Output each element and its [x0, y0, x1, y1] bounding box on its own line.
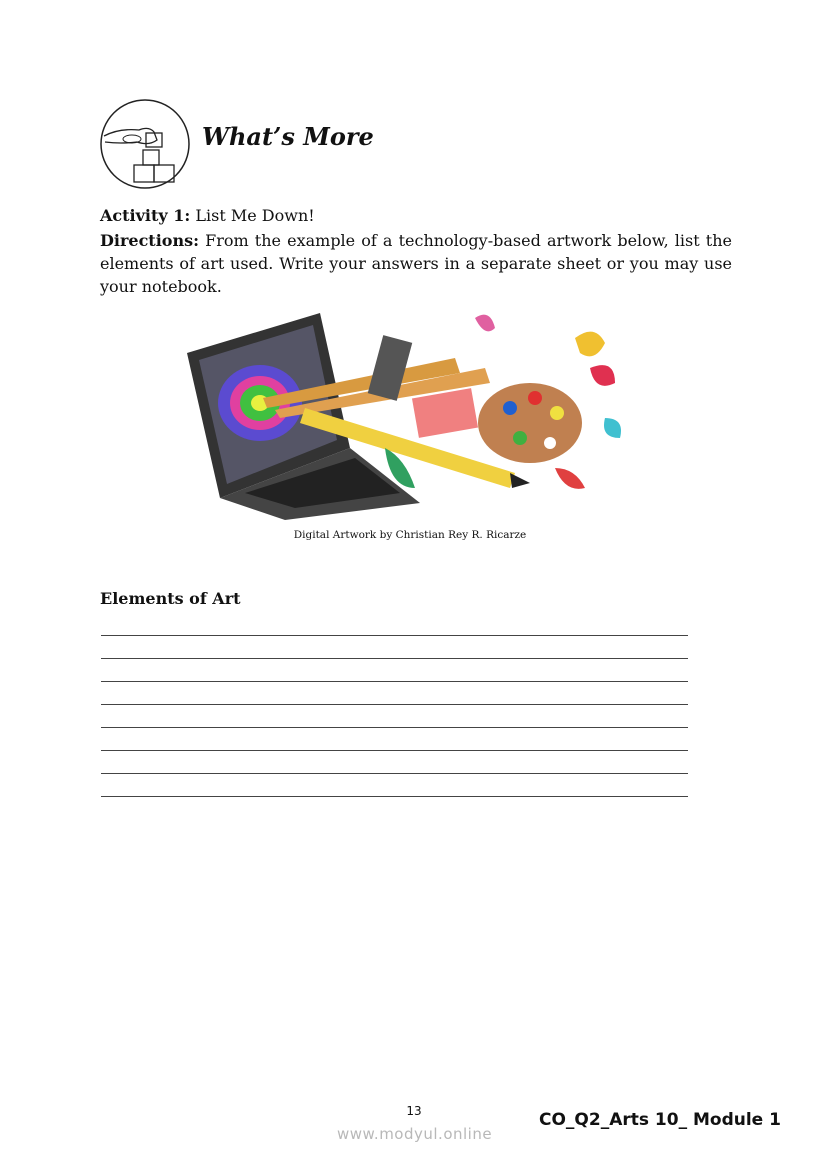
- answer-line[interactable]: [101, 704, 688, 705]
- answer-line[interactable]: [101, 635, 688, 636]
- answer-line[interactable]: [101, 796, 688, 797]
- section-title: What’s More: [202, 122, 374, 151]
- activity-name: List Me Down!: [195, 206, 315, 225]
- digital-artwork-image: [185, 298, 645, 523]
- directions: [100, 229, 732, 298]
- module-footer: CO_Q2_Arts 10_ Module 1: [539, 1110, 781, 1130]
- watermark: www.modyul.online: [337, 1125, 493, 1143]
- activity-line: [100, 206, 315, 225]
- answer-line[interactable]: [101, 727, 688, 728]
- answer-heading: Elements of Art: [100, 589, 241, 608]
- answer-line[interactable]: [101, 750, 688, 751]
- page-number: 13: [406, 1104, 422, 1118]
- answer-line[interactable]: [101, 773, 688, 774]
- answer-line[interactable]: [101, 681, 688, 682]
- directions-label: Directions:: [100, 231, 199, 250]
- directions-text: From the example of a technology-based artwork below, list the elements of art used. Write your answers in a separate sheet or you may use your notebook.: [100, 231, 733, 296]
- activity-label: Activity 1:: [100, 206, 191, 225]
- answer-line[interactable]: [101, 658, 688, 659]
- hand-stacking-blocks-icon: [99, 98, 191, 190]
- figure-caption: Digital Artwork by Christian Rey R. Ricarze: [293, 529, 527, 541]
